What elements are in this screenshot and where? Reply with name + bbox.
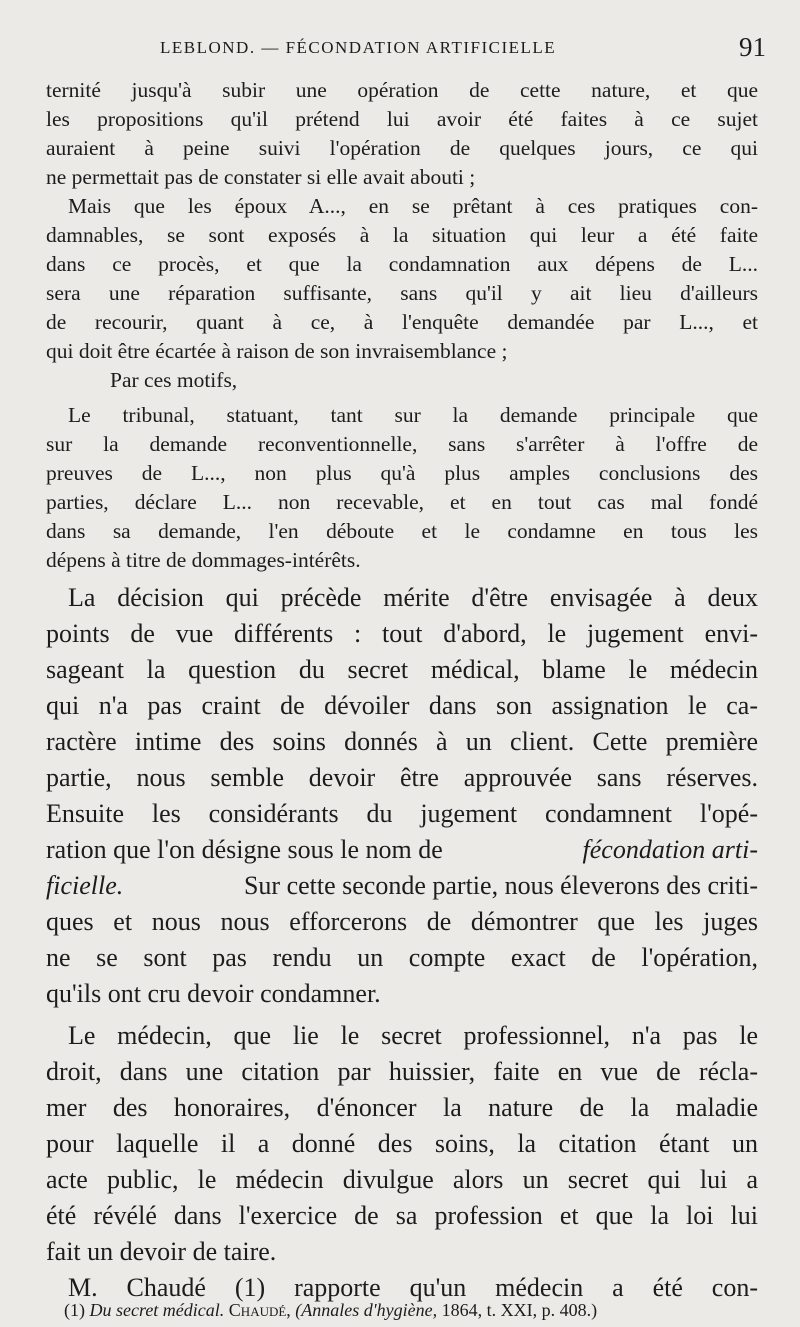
text-line <box>46 835 758 865</box>
text-line: qui n'a pas craint de dévoiler dans son assignation le ca- <box>46 691 758 720</box>
footnote-citation: (Annales d'hygiène, <box>295 1300 438 1320</box>
footnote-details: 1864, t. XXI, p. 408.) <box>441 1300 598 1320</box>
text-line: sera une réparation suffisante, sans qu'il y ait lieu d'ailleurs <box>46 281 758 305</box>
text-line: qui doit être écartée à raison de son invraisemblance ; <box>46 339 508 363</box>
text-line: parties, déclare L... non recevable, et en tout cas mal fondé <box>46 490 758 514</box>
text-line: points de vue différents : tout d'abord, le jugement envi- <box>46 619 758 648</box>
text-line: ternité jusqu'à subir une opération de cette nature, et que <box>46 78 758 102</box>
footnote-author: Chaudé, <box>228 1300 291 1320</box>
text-line: preuves de L..., non plus qu'à plus amples conclusions des <box>46 461 758 485</box>
text-segment: Sur cette seconde partie, nous éleverons des criti- <box>243 871 758 900</box>
text-line <box>46 871 758 901</box>
text-line: mer des honoraires, d'énoncer la nature de la maladie <box>46 1093 758 1122</box>
text-line: ques et nous nous efforcerons de démontrer que les juges <box>46 907 758 936</box>
page-number: 91 <box>739 32 766 62</box>
footnote-title: Du secret médical. <box>89 1300 225 1320</box>
text-line: Mais que les époux A..., en se prêtant à ces pratiques con- <box>68 194 758 218</box>
text-line: Le tribunal, statuant, tant sur la demande principale que <box>68 403 758 427</box>
text-line: qu'ils ont cru devoir condamner. <box>46 979 381 1008</box>
text-line: de recourir, quant à ce, à l'enquête demandée par L..., et <box>46 310 758 334</box>
text-line: droit, dans une citation par huissier, faite en vue de récla- <box>46 1057 758 1086</box>
running-head: LEBLOND. — FÉCONDATION ARTIFICIELLE <box>160 38 557 57</box>
page-header <box>40 34 770 64</box>
text-line: Ensuite les considérants du jugement condamnent l'opé- <box>46 799 758 828</box>
text-line: Le médecin, que lie le secret professionnel, n'a pas le <box>68 1021 758 1050</box>
text-line: été révélé dans l'exercice de sa profession et que la loi lui <box>46 1201 758 1230</box>
italic-term: fécondation arti- <box>582 835 758 864</box>
text-line: pour laquelle il a donné des soins, la citation étant un <box>46 1129 758 1158</box>
text-line: ne permettait pas de constater si elle avait abouti ; <box>46 165 476 189</box>
text-line: sur la demande reconventionnelle, sans s'arrêter à l'offre de <box>46 432 758 456</box>
italic-term: ficielle. <box>46 871 124 900</box>
text-line: dans sa demande, l'en déboute et le condamne en tous les <box>46 519 758 543</box>
footnote-marker: (1) <box>64 1300 85 1320</box>
text-line: acte public, le médecin divulgue alors un secret qui lui a <box>46 1165 758 1194</box>
text-line: dans ce procès, et que la condamnation aux dépens de L... <box>46 252 758 276</box>
text-line: M. Chaudé (1) rapporte qu'un médecin a été con- <box>68 1273 758 1302</box>
text-line: La décision qui précède mérite d'être envisagée à deux <box>68 583 758 612</box>
text-line: damnables, se sont exposés à la situation qui leur a été faite <box>46 223 758 247</box>
text-segment: ration que l'on désigne sous le nom de <box>46 835 443 864</box>
text-line: ne se sont pas rendu un compte exact de l'opération, <box>46 943 758 972</box>
footnote-line <box>64 1300 597 1321</box>
text-line: fait un devoir de taire. <box>46 1237 277 1266</box>
text-line: dépens à titre de dommages-intérêts. <box>46 548 361 572</box>
text-line: Par ces motifs, <box>110 368 238 392</box>
text-line: les propositions qu'il prétend lui avoir été faites à ce sujet <box>46 107 758 131</box>
text-line: ractère intime des soins donnés à un client. Cette première <box>46 727 758 756</box>
text-line: auraient à peine suivi l'opération de quelques jours, ce qui <box>46 136 758 160</box>
text-line: sageant la question du secret médical, blame le médecin <box>46 655 758 684</box>
text-line: partie, nous semble devoir être approuvée sans réserves. <box>46 763 758 792</box>
